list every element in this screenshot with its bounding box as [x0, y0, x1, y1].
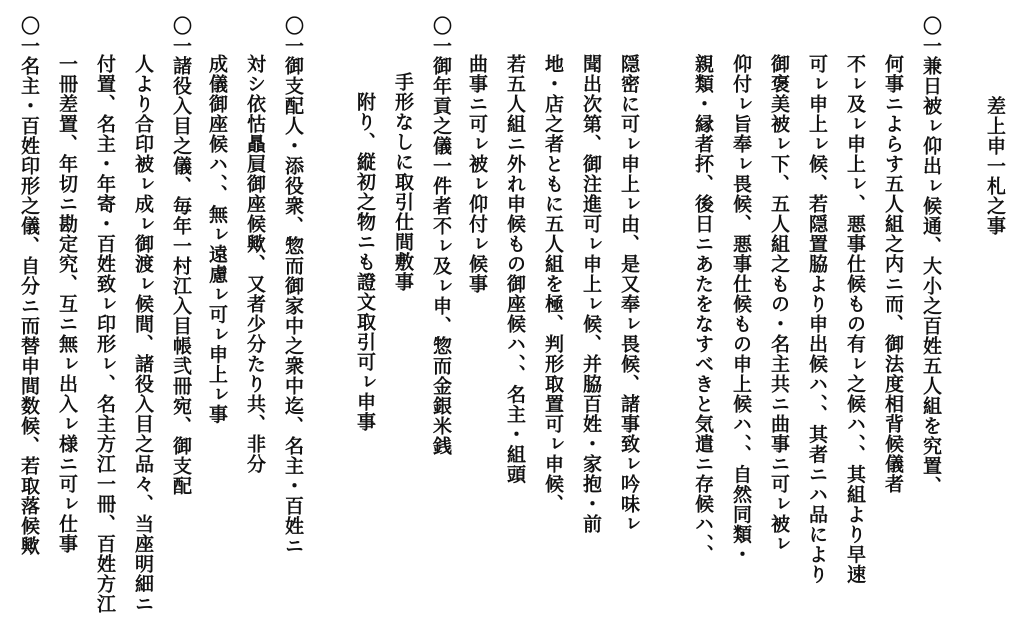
text-line: 〇一御支配人・添役衆、惣而御家中之衆中迄、名主・百姓ニ: [282, 16, 304, 556]
text-line: 〇一諸役入目之儀、毎年一村江入目帳弐冊宛、御支配: [170, 16, 192, 496]
text-line: 隠密に可ㇾ申上ㇾ由、是又奉ㇾ畏候、諸事致ㇾ吟味ㇾ: [618, 54, 640, 534]
text-line: 手形なしに取引仕間敷事: [392, 72, 414, 292]
text-line: 親類・縁者抔、後日ニあたをなすべきと気遣ニ存候ハ、、: [692, 54, 714, 565]
document-title: 差上申一札之事: [984, 96, 1006, 236]
text-line: 聞出次第、御注進可ㇾ申上ㇾ候、并脇百姓・家抱・前: [580, 54, 602, 534]
text-line: 地・店之者ともに五人組を極、判形取置可ㇾ申候、: [542, 54, 564, 514]
text-line: 対シ依怙贔屓御座候歟、又者少分たり共、非分: [244, 54, 266, 474]
text-line: 若五人組ニ外れ申候もの御座候ハ、、名主・組頭: [504, 54, 526, 485]
text-line: 付置、名主・年寄・百姓致ㇾ印形ㇾ、名主方江一冊、百姓方江: [94, 54, 116, 614]
text-line: 附り、縦初之物ニも證文取引可ㇾ申事: [354, 92, 376, 432]
text-line: 何事ニよらす五人組之内ニ而、御法度相背候儀者: [882, 54, 904, 494]
text-line: 〇一名主・百姓印形之儀、自分ニ而替申間数候、若取落候歟: [18, 16, 40, 556]
text-line: 成儀御座候ハ、、無ㇾ遠慮ㇾ可ㇾ申上ㇾ事: [206, 54, 228, 425]
text-line: 人より合印被ㇾ成ㇾ御渡ㇾ候間、諸役入目之品々、当座明細ニ: [132, 54, 154, 614]
text-line: 一冊差置、年切ニ勘定究、互ニ無ㇾ出入ㇾ様ニ可ㇾ仕事: [56, 54, 78, 554]
text-line: 仰付ㇾ旨奉ㇾ畏候、悪事仕候もの申上候ハ、、自然同類・: [730, 54, 752, 565]
text-line: 〇一御年貢之儀一件者不ㇾ及ㇾ申、惣而金銀米銭: [430, 16, 452, 456]
text-line: 〇一兼日被ㇾ仰出ㇾ候通、大小之百姓五人組を究置、: [920, 16, 942, 496]
text-line: 曲事ニ可ㇾ被ㇾ仰付ㇾ候事: [466, 54, 488, 294]
text-line: 御褒美被ㇾ下、五人組之もの・名主共ニ曲事ニ可ㇾ被ㇾ: [768, 54, 790, 554]
text-line: 不ㇾ及ㇾ申上ㇾ、悪事仕候もの有ㇾ之候ハ、、其組より早速: [844, 54, 866, 585]
text-line: 可ㇾ申上ㇾ候、若隠置脇より申出候ハ、、其者ニハ品により: [806, 54, 828, 585]
